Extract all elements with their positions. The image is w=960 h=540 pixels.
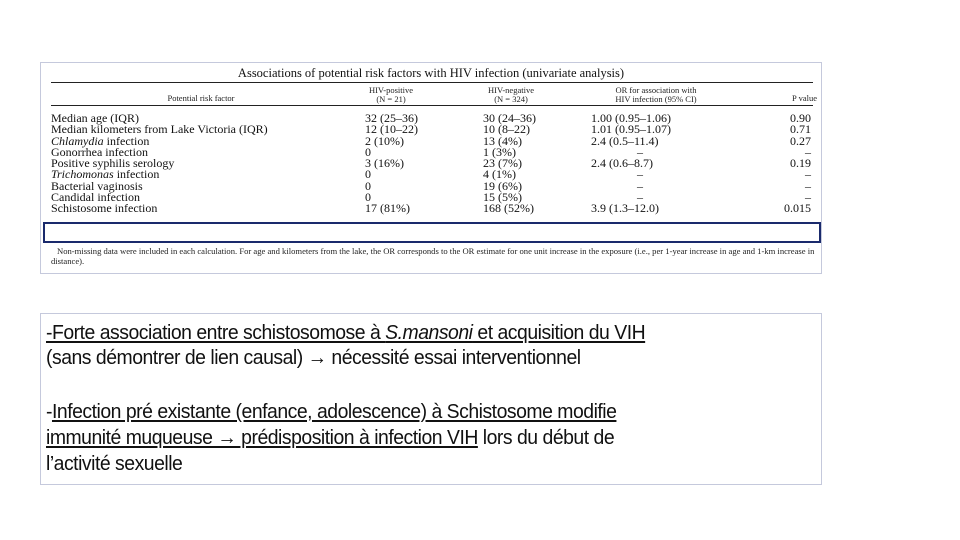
point-1-text-c: et acquisition du VIH (472, 322, 646, 344)
cell-pos: 0 (365, 178, 371, 193)
point-2-dash: - (46, 401, 52, 423)
cell-p: 0.27 (790, 133, 811, 148)
cell-neg: 30 (24–36) (483, 111, 536, 125)
cell-pos: 17 (81%) (365, 201, 410, 216)
table-row (41, 124, 821, 135)
point-2-line-3: l’activité sexuelle (46, 453, 183, 475)
point-2-text-a: Infection pré existante (enfance, adolescence) à Schistosome modifie (51, 401, 617, 423)
header-or-l1: OR for association with (615, 85, 697, 95)
cell-pos: 0 (365, 144, 371, 159)
cell-neg: 4 (1%) (483, 167, 516, 182)
cell-p: – (805, 144, 811, 159)
cell-pos: 32 (25–36) (365, 111, 418, 125)
cell-factor: Candidal infection (51, 190, 140, 205)
cell-factor: Positive syphilis serology (51, 156, 175, 171)
cell-or: – (637, 178, 643, 193)
cell-p: 0.90 (790, 111, 811, 125)
cell-p: – (805, 167, 811, 182)
cell-neg: 23 (7%) (483, 156, 522, 171)
header-hiv-negative-l1: HIV-negative (488, 85, 534, 95)
cell-p: – (805, 190, 811, 205)
cell-p: 0.71 (790, 122, 811, 137)
point-2-line-1 (46, 400, 616, 426)
cell-p: 0.015 (784, 201, 811, 216)
cell-or: 2.4 (0.6–8.7) (591, 156, 653, 171)
header-rule (51, 105, 813, 106)
cell-factor: Gonorrhea infection (51, 144, 148, 159)
cell-or: – (637, 167, 643, 182)
risk-factor-table-image (40, 62, 822, 274)
cell-p: 0.19 (790, 156, 811, 171)
point-2-text-c: lors du début de (477, 427, 615, 449)
header-or-l2: HIV infection (95% CI) (615, 94, 697, 104)
table-body (41, 113, 821, 215)
header-hiv-positive-l1: HIV-positive (368, 85, 414, 95)
cell-p: – (805, 178, 811, 193)
point-2-line-2 (46, 426, 614, 452)
cell-neg: 13 (4%) (483, 133, 522, 148)
point-1-line-2: (sans démontrer de lien causal) → nécessité essai interventionnel (46, 347, 581, 369)
cell-or: 1.01 (0.95–1.07) (591, 122, 671, 137)
header-factor: Potential risk factor (167, 93, 235, 103)
cell-neg: 10 (8–22) (483, 122, 530, 137)
cell-factor: Schistosome infection (51, 201, 158, 216)
cell-neg: 15 (5%) (483, 190, 522, 205)
cell-pos: 0 (365, 190, 371, 205)
cell-factor: Chlamydia infection (51, 133, 150, 148)
cell-factor: Trichomonas infection (51, 167, 160, 182)
cell-pos: 0 (365, 167, 371, 182)
header-hiv-positive (341, 86, 441, 104)
cell-neg: 168 (52%) (483, 201, 534, 216)
table-footnote: Non-missing data were included in each calculation. For age and kilometers from the lake, the OR corresponds to the OR estimate for one unit increase in the exposure (i.e., per 1-year increase in age and 1-km increase in distance). (51, 246, 815, 266)
cell-or: 1.00 (0.95–1.06) (591, 111, 671, 125)
cell-factor: Median kilometers from Lake Victoria (IQR) (51, 122, 268, 137)
cell-factor: Bacterial vaginosis (51, 178, 143, 193)
schistosome-row-highlight (43, 222, 821, 243)
table-title: Associations of potential risk factors with HIV infection (univariate analysis) (237, 66, 625, 80)
conclusion-text-box (40, 313, 822, 485)
header-or (581, 86, 731, 104)
table-row (41, 133, 821, 148)
table-row (41, 169, 821, 180)
table-top-rule (51, 82, 813, 83)
table-row (41, 203, 821, 214)
cell-pos: 3 (16%) (365, 156, 404, 171)
header-hiv-negative (461, 86, 561, 104)
species-name: S.mansoni (385, 322, 473, 344)
cell-pos: 12 (10–22) (365, 122, 418, 137)
header-hiv-negative-l2: (N = 324) (494, 94, 528, 104)
cell-neg: 1 (3%) (483, 144, 516, 159)
cell-pos: 2 (10%) (365, 133, 404, 148)
cell-factor: Median age (IQR) (51, 111, 139, 125)
header-hiv-positive-l2: (N = 21) (376, 94, 406, 104)
cell-or: 2.4 (0.5–11.4) (591, 133, 659, 148)
header-p-value: P value (792, 93, 817, 103)
cell-or: – (637, 190, 643, 205)
point-1-text-a: -Forte association entre schistosomose à (46, 322, 386, 344)
table-row (41, 192, 821, 203)
point-2-text-b: immunité muqueuse → prédisposition à infection VIH (46, 427, 478, 449)
point-1-line-1 (46, 321, 645, 347)
cell-neg: 19 (6%) (483, 178, 522, 193)
table-row (41, 178, 821, 193)
cell-or: 3.9 (1.3–12.0) (591, 201, 659, 216)
cell-or: – (637, 144, 643, 159)
